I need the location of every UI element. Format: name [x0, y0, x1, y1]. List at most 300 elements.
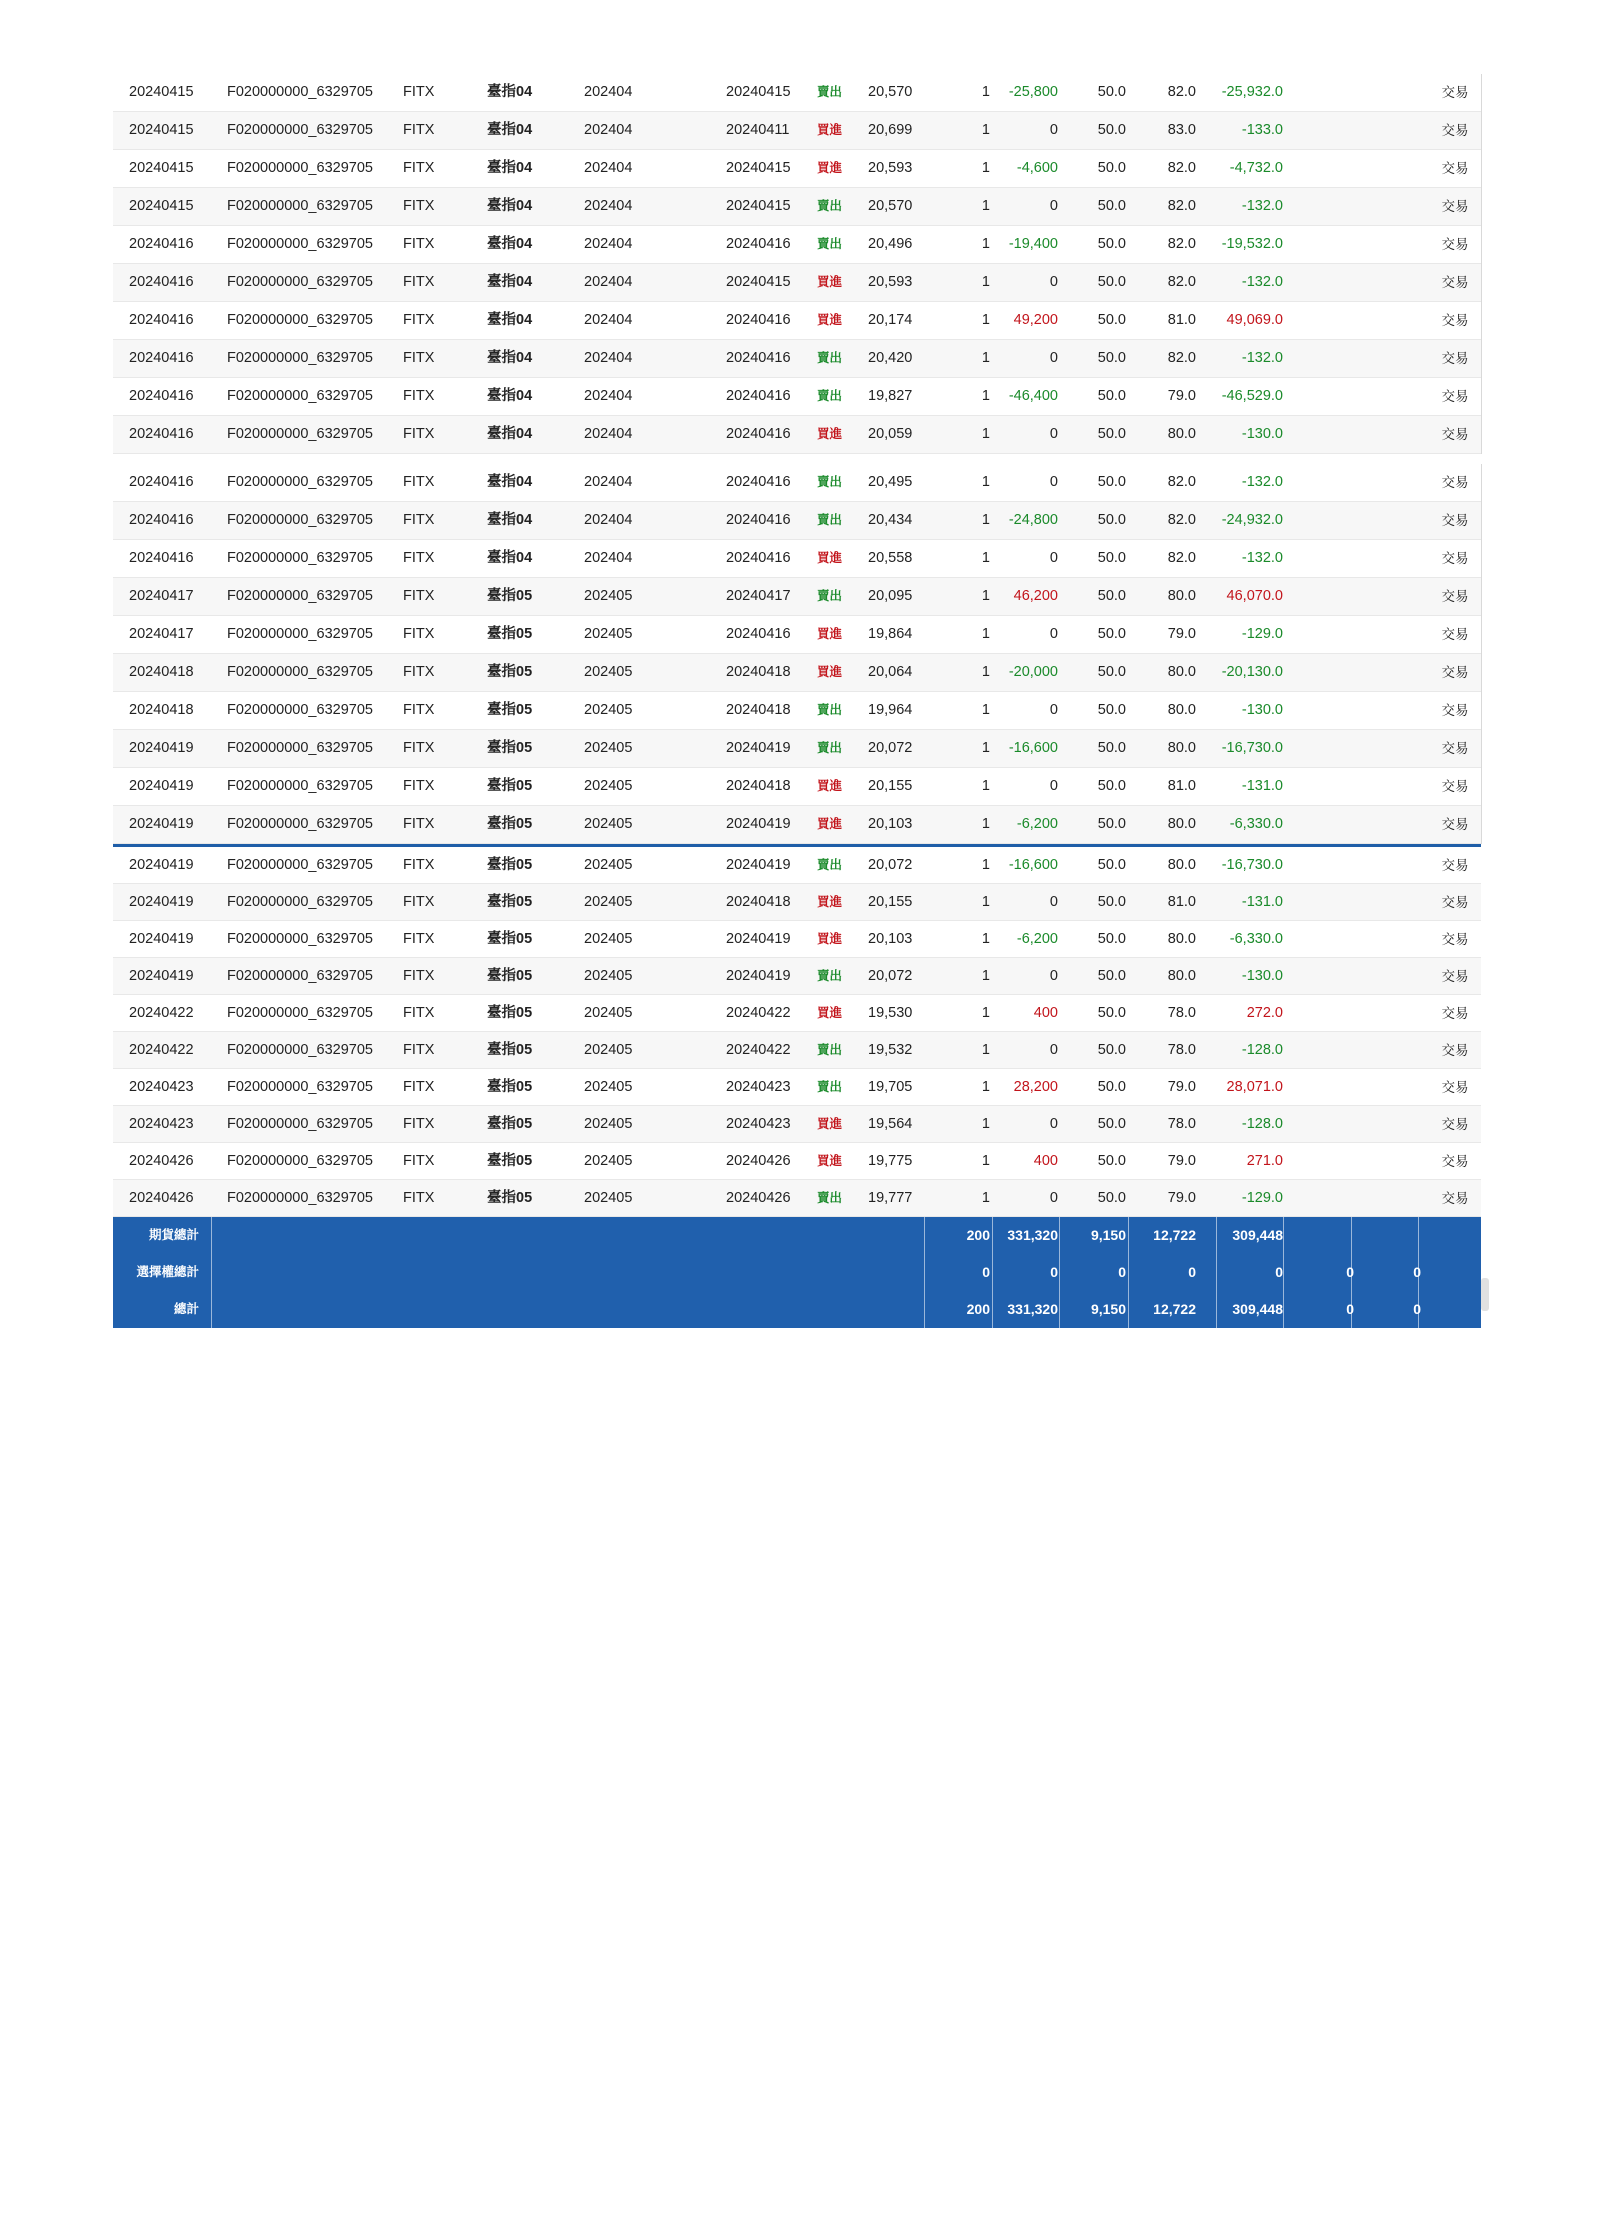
account-cell: F020000000_6329705: [227, 968, 373, 984]
trade-date-cell: 20240416: [129, 388, 194, 404]
product-name-cell: 臺指05: [487, 857, 533, 873]
net-amount-cell: -16,730.0: [1221, 740, 1283, 756]
totals-row: [113, 1217, 1481, 1254]
table-row[interactable]: [113, 847, 1481, 884]
table-row[interactable]: [113, 884, 1481, 921]
open-date-cell: 20240426: [726, 1190, 791, 1206]
open-date-cell: 20240422: [726, 1042, 791, 1058]
quantity-cell: 1: [981, 1042, 990, 1058]
product-name-cell: 臺指05: [487, 1190, 533, 1206]
net-amount-cell: -133.0: [1241, 122, 1283, 138]
profit-loss-cell: -24,800: [1008, 512, 1058, 528]
product-name-cell: 臺指05: [487, 702, 533, 718]
fee-cell: 50.0: [1097, 550, 1126, 566]
quantity-cell: 1: [981, 588, 990, 604]
price-cell: 20,593: [868, 274, 913, 290]
product-code-cell: FITX: [403, 931, 435, 947]
net-amount-cell: 46,070.0: [1226, 588, 1283, 604]
table-row[interactable]: [113, 150, 1481, 188]
quantity-cell: 1: [981, 312, 990, 328]
account-cell: F020000000_6329705: [227, 857, 373, 873]
contract-month-cell: 202405: [584, 626, 633, 642]
tax-cell: 79.0: [1167, 1079, 1196, 1095]
table-row[interactable]: [113, 74, 1481, 112]
trade-type-cell: 交易: [1441, 237, 1469, 252]
contract-month-cell: 202405: [584, 1153, 633, 1169]
contract-month-cell: 202405: [584, 702, 633, 718]
trade-date-cell: 20240419: [129, 816, 194, 832]
profit-loss-cell: 0: [1049, 1042, 1058, 1058]
table-row[interactable]: [113, 226, 1481, 264]
fee-cell: 50.0: [1097, 274, 1126, 290]
profit-loss-cell: -16,600: [1008, 740, 1058, 756]
contract-month-cell: 202405: [584, 1116, 633, 1132]
contract-month-cell: 202404: [584, 198, 633, 214]
table-row[interactable]: [113, 416, 1481, 454]
product-name-cell: 臺指04: [487, 160, 533, 176]
product-name-cell: 臺指05: [487, 1153, 533, 1169]
totals-profit-loss: 331,320: [1007, 1301, 1058, 1317]
totals-extra-1: 0: [1346, 1301, 1354, 1317]
trade-table-block-1: [113, 74, 1482, 454]
product-name-cell: 臺指04: [487, 350, 533, 366]
trade-type-cell: 交易: [1441, 895, 1469, 910]
net-amount-cell: -132.0: [1241, 350, 1283, 366]
net-amount-cell: -132.0: [1241, 474, 1283, 490]
totals-section: [113, 1217, 1481, 1328]
table-row[interactable]: [113, 1032, 1481, 1069]
side-cell: 買進: [817, 313, 843, 327]
quantity-cell: 1: [981, 160, 990, 176]
fee-cell: 50.0: [1097, 626, 1126, 642]
totals-extra-2: 0: [1413, 1301, 1421, 1317]
tax-cell: 81.0: [1167, 894, 1196, 910]
table-row[interactable]: [113, 730, 1481, 768]
price-cell: 20,570: [868, 198, 913, 214]
account-cell: F020000000_6329705: [227, 740, 373, 756]
product-code-cell: FITX: [403, 1079, 435, 1095]
trade-type-cell: 交易: [1441, 969, 1469, 984]
profit-loss-cell: 0: [1049, 274, 1058, 290]
table-row[interactable]: [113, 995, 1481, 1032]
profit-loss-cell: 0: [1049, 198, 1058, 214]
open-date-cell: 20240419: [726, 857, 791, 873]
net-amount-cell: -131.0: [1241, 778, 1283, 794]
trade-type-cell: 交易: [1441, 817, 1469, 832]
profit-loss-cell: 0: [1049, 1190, 1058, 1206]
account-cell: F020000000_6329705: [227, 84, 373, 100]
trade-type-cell: 交易: [1441, 627, 1469, 642]
contract-month-cell: 202405: [584, 857, 633, 873]
contract-month-cell: 202405: [584, 1190, 633, 1206]
contract-month-cell: 202404: [584, 236, 633, 252]
net-amount-cell: -132.0: [1241, 274, 1283, 290]
tax-cell: 80.0: [1167, 740, 1196, 756]
account-cell: F020000000_6329705: [227, 1153, 373, 1169]
profit-loss-cell: 28,200: [1013, 1079, 1058, 1095]
side-cell: 賣出: [817, 351, 843, 365]
totals-extra-2: 0: [1413, 1264, 1421, 1280]
trade-type-cell: 交易: [1441, 199, 1469, 214]
product-code-cell: FITX: [403, 474, 435, 490]
quantity-cell: 1: [981, 350, 990, 366]
price-cell: 20,495: [868, 474, 913, 490]
quantity-cell: 1: [981, 1153, 990, 1169]
fee-cell: 50.0: [1097, 312, 1126, 328]
account-cell: F020000000_6329705: [227, 702, 373, 718]
totals-extra-1: 0: [1346, 1264, 1354, 1280]
quantity-cell: 1: [981, 236, 990, 252]
profit-loss-cell: -6,200: [1016, 816, 1058, 832]
quantity-cell: 1: [981, 1116, 990, 1132]
side-cell: 買進: [817, 1117, 843, 1131]
net-amount-cell: -128.0: [1241, 1042, 1283, 1058]
trade-date-cell: 20240416: [129, 274, 194, 290]
profit-loss-cell: 0: [1049, 474, 1058, 490]
tax-cell: 80.0: [1167, 426, 1196, 442]
side-cell: 賣出: [817, 1043, 843, 1057]
quantity-cell: 1: [981, 122, 990, 138]
product-name-cell: 臺指05: [487, 740, 533, 756]
tax-cell: 82.0: [1167, 474, 1196, 490]
product-code-cell: FITX: [403, 1005, 435, 1021]
contract-month-cell: 202405: [584, 588, 633, 604]
table-row[interactable]: [113, 540, 1481, 578]
trade-date-cell: 20240423: [129, 1116, 194, 1132]
profit-loss-cell: 0: [1049, 350, 1058, 366]
price-cell: 20,059: [868, 426, 913, 442]
product-name-cell: 臺指04: [487, 388, 533, 404]
side-cell: 買進: [817, 275, 843, 289]
tax-cell: 82.0: [1167, 550, 1196, 566]
open-date-cell: 20240419: [726, 816, 791, 832]
contract-month-cell: 202405: [584, 1079, 633, 1095]
tax-cell: 83.0: [1167, 122, 1196, 138]
tax-cell: 80.0: [1167, 702, 1196, 718]
account-cell: F020000000_6329705: [227, 626, 373, 642]
quantity-cell: 1: [981, 274, 990, 290]
side-cell: 買進: [817, 123, 843, 137]
product-code-cell: FITX: [403, 1042, 435, 1058]
trade-date-cell: 20240423: [129, 1079, 194, 1095]
table-row[interactable]: [113, 1069, 1481, 1106]
side-cell: 賣出: [817, 1191, 843, 1205]
price-cell: 20,155: [868, 894, 913, 910]
quantity-cell: 1: [981, 857, 990, 873]
fee-cell: 50.0: [1097, 931, 1126, 947]
open-date-cell: 20240416: [726, 350, 791, 366]
fee-cell: 50.0: [1097, 1116, 1126, 1132]
account-cell: F020000000_6329705: [227, 778, 373, 794]
table-row[interactable]: [113, 264, 1481, 302]
account-cell: F020000000_6329705: [227, 550, 373, 566]
trade-date-cell: 20240416: [129, 512, 194, 528]
net-amount-cell: 28,071.0: [1226, 1079, 1283, 1095]
tax-cell: 78.0: [1167, 1005, 1196, 1021]
net-amount-cell: -130.0: [1241, 426, 1283, 442]
totals-row: [113, 1291, 1481, 1328]
net-amount-cell: -132.0: [1241, 550, 1283, 566]
tax-cell: 79.0: [1167, 1190, 1196, 1206]
quantity-cell: 1: [981, 816, 990, 832]
table-row[interactable]: [113, 958, 1481, 995]
product-code-cell: FITX: [403, 236, 435, 252]
product-name-cell: 臺指04: [487, 236, 533, 252]
table-row[interactable]: [113, 502, 1481, 540]
side-cell: 買進: [817, 817, 843, 831]
side-cell: 買進: [817, 627, 843, 641]
price-cell: 20,699: [868, 122, 913, 138]
table-row[interactable]: [113, 768, 1481, 806]
trade-date-cell: 20240422: [129, 1005, 194, 1021]
totals-quantity: 0: [982, 1264, 990, 1280]
trade-date-cell: 20240415: [129, 160, 194, 176]
table-row[interactable]: [113, 112, 1481, 150]
product-code-cell: FITX: [403, 1190, 435, 1206]
net-amount-cell: -129.0: [1241, 626, 1283, 642]
open-date-cell: 20240418: [726, 702, 791, 718]
product-name-cell: 臺指05: [487, 1079, 533, 1095]
open-date-cell: 20240416: [726, 626, 791, 642]
side-cell: 賣出: [817, 703, 843, 717]
profit-loss-cell: -46,400: [1008, 388, 1058, 404]
product-name-cell: 臺指05: [487, 816, 533, 832]
side-cell: 賣出: [817, 969, 843, 983]
side-cell: 買進: [817, 1006, 843, 1020]
account-cell: F020000000_6329705: [227, 931, 373, 947]
quantity-cell: 1: [981, 664, 990, 680]
totals-quantity: 200: [966, 1227, 990, 1243]
account-cell: F020000000_6329705: [227, 350, 373, 366]
contract-month-cell: 202404: [584, 274, 633, 290]
price-cell: 20,434: [868, 512, 913, 528]
open-date-cell: 20240418: [726, 894, 791, 910]
product-code-cell: FITX: [403, 968, 435, 984]
scrollbar-thumb[interactable]: [1481, 1278, 1489, 1311]
account-cell: F020000000_6329705: [227, 1079, 373, 1095]
product-code-cell: FITX: [403, 857, 435, 873]
table-row[interactable]: [113, 1180, 1481, 1217]
tax-cell: 82.0: [1167, 84, 1196, 100]
product-name-cell: 臺指04: [487, 274, 533, 290]
trade-date-cell: 20240426: [129, 1190, 194, 1206]
fee-cell: 50.0: [1097, 122, 1126, 138]
table-row[interactable]: [113, 654, 1481, 692]
product-code-cell: FITX: [403, 122, 435, 138]
tax-cell: 81.0: [1167, 312, 1196, 328]
totals-quantity: 200: [966, 1301, 990, 1317]
net-amount-cell: -19,532.0: [1221, 236, 1283, 252]
side-cell: 賣出: [817, 858, 843, 872]
fee-cell: 50.0: [1097, 816, 1126, 832]
open-date-cell: 20240417: [726, 588, 791, 604]
trade-date-cell: 20240416: [129, 350, 194, 366]
tax-cell: 82.0: [1167, 236, 1196, 252]
net-amount-cell: -6,330.0: [1229, 931, 1283, 947]
trade-type-cell: 交易: [1441, 513, 1469, 528]
quantity-cell: 1: [981, 626, 990, 642]
table-row[interactable]: [113, 302, 1481, 340]
product-code-cell: FITX: [403, 702, 435, 718]
open-date-cell: 20240416: [726, 550, 791, 566]
trade-type-cell: 交易: [1441, 275, 1469, 290]
contract-month-cell: 202404: [584, 122, 633, 138]
side-cell: 買進: [817, 551, 843, 565]
tax-cell: 80.0: [1167, 968, 1196, 984]
account-cell: F020000000_6329705: [227, 236, 373, 252]
table-row[interactable]: [113, 921, 1481, 958]
contract-month-cell: 202404: [584, 426, 633, 442]
product-name-cell: 臺指04: [487, 312, 533, 328]
table-row[interactable]: [113, 578, 1481, 616]
table-row[interactable]: [113, 806, 1481, 844]
table-row[interactable]: [113, 340, 1481, 378]
contract-month-cell: 202405: [584, 1005, 633, 1021]
side-cell: 買進: [817, 1154, 843, 1168]
net-amount-cell: -132.0: [1241, 198, 1283, 214]
price-cell: 20,072: [868, 857, 913, 873]
account-cell: F020000000_6329705: [227, 160, 373, 176]
contract-month-cell: 202404: [584, 312, 633, 328]
price-cell: 19,964: [868, 702, 913, 718]
quantity-cell: 1: [981, 931, 990, 947]
side-cell: 賣出: [817, 741, 843, 755]
profit-loss-cell: -4,600: [1016, 160, 1058, 176]
price-cell: 19,532: [868, 1042, 913, 1058]
contract-month-cell: 202404: [584, 512, 633, 528]
trade-type-cell: 交易: [1441, 475, 1469, 490]
account-cell: F020000000_6329705: [227, 894, 373, 910]
quantity-cell: 1: [981, 1005, 990, 1021]
product-name-cell: 臺指04: [487, 512, 533, 528]
product-code-cell: FITX: [403, 778, 435, 794]
fee-cell: 50.0: [1097, 1190, 1126, 1206]
table-row[interactable]: [113, 616, 1481, 654]
trade-type-cell: 交易: [1441, 1154, 1469, 1169]
tax-cell: 82.0: [1167, 350, 1196, 366]
product-code-cell: FITX: [403, 1116, 435, 1132]
open-date-cell: 20240416: [726, 236, 791, 252]
fee-cell: 50.0: [1097, 474, 1126, 490]
table-row[interactable]: [113, 692, 1481, 730]
profit-loss-cell: -25,800: [1008, 84, 1058, 100]
price-cell: 19,864: [868, 626, 913, 642]
profit-loss-cell: 0: [1049, 626, 1058, 642]
price-cell: 20,072: [868, 968, 913, 984]
open-date-cell: 20240415: [726, 160, 791, 176]
side-cell: 買進: [817, 161, 843, 175]
account-cell: F020000000_6329705: [227, 474, 373, 490]
side-cell: 買進: [817, 932, 843, 946]
table-row[interactable]: [113, 188, 1481, 226]
trade-date-cell: 20240416: [129, 236, 194, 252]
price-cell: 20,570: [868, 84, 913, 100]
product-name-cell: 臺指04: [487, 84, 533, 100]
fee-cell: 50.0: [1097, 968, 1126, 984]
fee-cell: 50.0: [1097, 778, 1126, 794]
price-cell: 20,558: [868, 550, 913, 566]
quantity-cell: 1: [981, 426, 990, 442]
price-cell: 20,593: [868, 160, 913, 176]
table-row[interactable]: [113, 378, 1481, 416]
quantity-cell: 1: [981, 968, 990, 984]
product-code-cell: FITX: [403, 894, 435, 910]
trade-date-cell: 20240419: [129, 894, 194, 910]
open-date-cell: 20240422: [726, 1005, 791, 1021]
trade-type-cell: 交易: [1441, 665, 1469, 680]
table-row[interactable]: [113, 1143, 1481, 1180]
trade-date-cell: 20240419: [129, 968, 194, 984]
totals-net: 0: [1275, 1264, 1283, 1280]
quantity-cell: 1: [981, 702, 990, 718]
tax-cell: 81.0: [1167, 778, 1196, 794]
open-date-cell: 20240426: [726, 1153, 791, 1169]
fee-cell: 50.0: [1097, 236, 1126, 252]
product-code-cell: FITX: [403, 312, 435, 328]
account-cell: F020000000_6329705: [227, 664, 373, 680]
account-cell: F020000000_6329705: [227, 588, 373, 604]
side-cell: 賣出: [817, 85, 843, 99]
totals-profit-loss: 331,320: [1007, 1227, 1058, 1243]
net-amount-cell: -4,732.0: [1229, 160, 1283, 176]
account-cell: F020000000_6329705: [227, 1190, 373, 1206]
quantity-cell: 1: [981, 512, 990, 528]
side-cell: 賣出: [817, 199, 843, 213]
table-row[interactable]: [113, 1106, 1481, 1143]
trade-type-cell: 交易: [1441, 551, 1469, 566]
open-date-cell: 20240419: [726, 968, 791, 984]
trade-type-cell: 交易: [1441, 1080, 1469, 1095]
contract-month-cell: 202404: [584, 84, 633, 100]
trade-type-cell: 交易: [1441, 313, 1469, 328]
side-cell: 買進: [817, 665, 843, 679]
fee-cell: 50.0: [1097, 350, 1126, 366]
product-code-cell: FITX: [403, 816, 435, 832]
trade-date-cell: 20240426: [129, 1153, 194, 1169]
product-code-cell: FITX: [403, 512, 435, 528]
trade-type-cell: 交易: [1441, 123, 1469, 138]
tax-cell: 79.0: [1167, 1153, 1196, 1169]
trade-date-cell: 20240416: [129, 550, 194, 566]
open-date-cell: 20240411: [726, 122, 790, 138]
trade-date-cell: 20240415: [129, 84, 194, 100]
price-cell: 19,564: [868, 1116, 913, 1132]
trade-type-cell: 交易: [1441, 703, 1469, 718]
product-name-cell: 臺指04: [487, 198, 533, 214]
product-name-cell: 臺指05: [487, 664, 533, 680]
open-date-cell: 20240418: [726, 664, 791, 680]
tax-cell: 82.0: [1167, 274, 1196, 290]
product-name-cell: 臺指05: [487, 894, 533, 910]
product-code-cell: FITX: [403, 588, 435, 604]
product-code-cell: FITX: [403, 626, 435, 642]
net-amount-cell: -131.0: [1241, 894, 1283, 910]
trade-type-cell: 交易: [1441, 858, 1469, 873]
trade-date-cell: 20240415: [129, 122, 194, 138]
table-row[interactable]: [113, 464, 1481, 502]
profit-loss-cell: 0: [1049, 122, 1058, 138]
open-date-cell: 20240415: [726, 84, 791, 100]
account-cell: F020000000_6329705: [227, 816, 373, 832]
tax-cell: 80.0: [1167, 816, 1196, 832]
quantity-cell: 1: [981, 1190, 990, 1206]
profit-loss-cell: 0: [1049, 550, 1058, 566]
product-name-cell: 臺指05: [487, 588, 533, 604]
open-date-cell: 20240423: [726, 1079, 791, 1095]
quantity-cell: 1: [981, 550, 990, 566]
side-cell: 賣出: [817, 237, 843, 251]
product-name-cell: 臺指05: [487, 968, 533, 984]
